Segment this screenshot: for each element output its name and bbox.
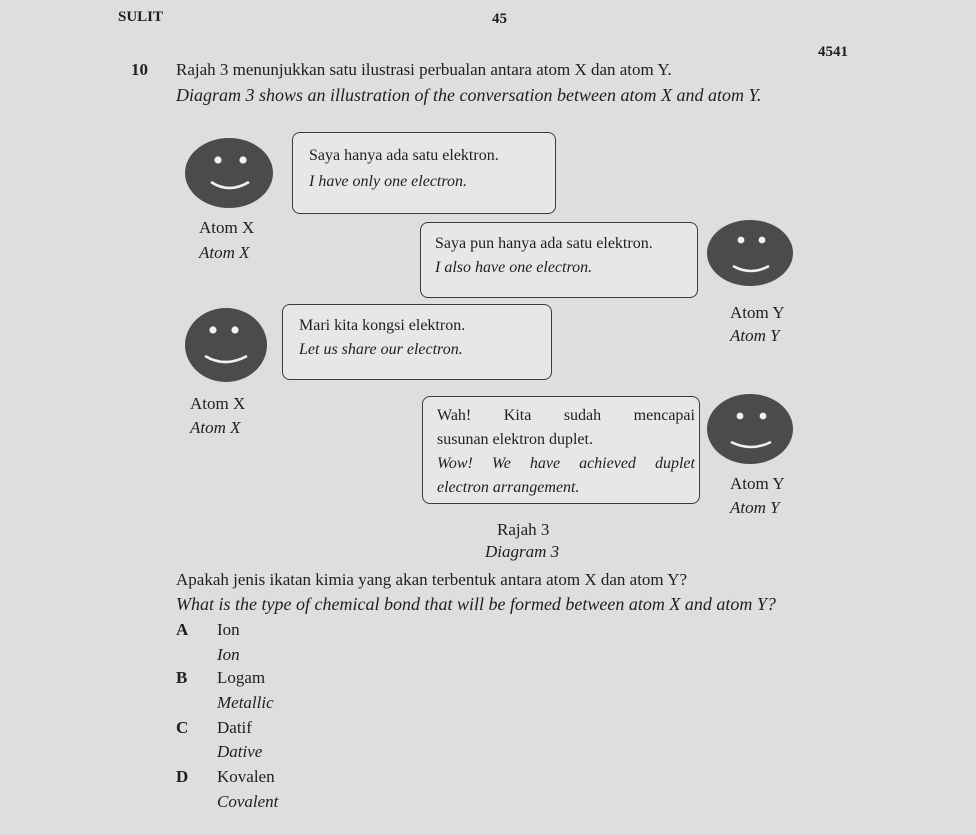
- atom-x-label-en: Atom X: [190, 418, 241, 437]
- speech-bubble-4: [422, 396, 700, 504]
- option-text-en: Metallic: [217, 693, 274, 712]
- option-text-ms: Datif: [217, 718, 252, 737]
- atom-y-label-en: Atom Y: [730, 498, 780, 517]
- question-intro-en: Diagram 3 shows an illustration of the conversation between atom X and atom Y.: [176, 85, 762, 105]
- atom-y-label-en: Atom Y: [730, 326, 780, 345]
- bubble4-word: duplet: [654, 455, 695, 472]
- atom-x-label-ms: Atom X: [190, 394, 246, 413]
- question-number: 10: [131, 60, 148, 79]
- question-intro-ms: Rajah 3 menunjukkan satu ilustrasi perbualan antara atom X dan atom Y.: [176, 60, 672, 79]
- atom-y-label-ms: Atom Y: [730, 303, 785, 322]
- smiley-face-icon: [705, 392, 795, 466]
- diagram-caption-en: Diagram 3: [485, 542, 560, 561]
- bubble1-text-ms: Saya hanya ada satu elektron.: [309, 147, 499, 164]
- bubble4-word: have: [529, 455, 561, 472]
- bubble4-line1-ms: [437, 407, 695, 425]
- option-text-ms: Logam: [217, 668, 266, 687]
- speech-bubble-2: [420, 222, 698, 298]
- atom-x-label-ms: Atom X: [199, 218, 255, 237]
- speech-bubble-3: [282, 304, 552, 380]
- diagram-caption-ms: Rajah 3: [497, 520, 550, 539]
- smiley-face-icon: [183, 136, 275, 210]
- smiley-face-icon: [183, 306, 269, 384]
- bubble1-text-en: I have only one electron.: [309, 173, 468, 190]
- bubble2-text-en: I also have one electron.: [435, 259, 593, 276]
- prompt-ms: Apakah jenis ikatan kimia yang akan terbentuk antara atom X dan atom Y?: [176, 570, 688, 589]
- smiley-face-icon: [705, 218, 795, 288]
- option-text-en: Covalent: [217, 792, 279, 811]
- bubble4-line1-en: [437, 455, 695, 473]
- option-letter: D: [176, 767, 189, 786]
- option-text-ms: Kovalen: [217, 767, 275, 786]
- bubble4-word: mencapai: [633, 407, 695, 424]
- option-text-en: Dative: [217, 742, 263, 761]
- option-text-ms: Ion: [217, 620, 240, 639]
- bubble4-word: Kita: [503, 407, 532, 424]
- bubble4-word: achieved: [579, 455, 636, 472]
- bubble4-word: sudah: [563, 407, 602, 424]
- bubble4-word: We: [491, 455, 511, 472]
- bubble3-text-en: Let us share our electron.: [299, 341, 463, 358]
- bubble4-line2-en: electron arrangement.: [437, 479, 580, 496]
- option-letter: B: [176, 668, 188, 687]
- page-number: 45: [492, 11, 507, 27]
- bubble4-word: Wah!: [437, 407, 472, 424]
- option-text-en: Ion: [217, 645, 240, 664]
- speech-bubble-1: [292, 132, 556, 214]
- atom-x-label-en: Atom X: [199, 243, 250, 262]
- prompt-en: What is the type of chemical bond that will be formed between atom X and atom Y?: [176, 594, 776, 614]
- atom-y-label-ms: Atom Y: [730, 474, 785, 493]
- paper-code: 4541: [818, 44, 848, 60]
- bubble3-text-ms: Mari kita kongsi elektron.: [299, 317, 466, 334]
- option-letter: A: [176, 620, 189, 639]
- bubble4-line2-ms: susunan elektron duplet.: [437, 431, 593, 448]
- header-sulit: SULIT: [118, 9, 164, 25]
- bubble4-word: Wow!: [437, 455, 473, 472]
- bubble2-text-ms: Saya pun hanya ada satu elektron.: [435, 235, 653, 252]
- option-letter: C: [176, 718, 189, 737]
